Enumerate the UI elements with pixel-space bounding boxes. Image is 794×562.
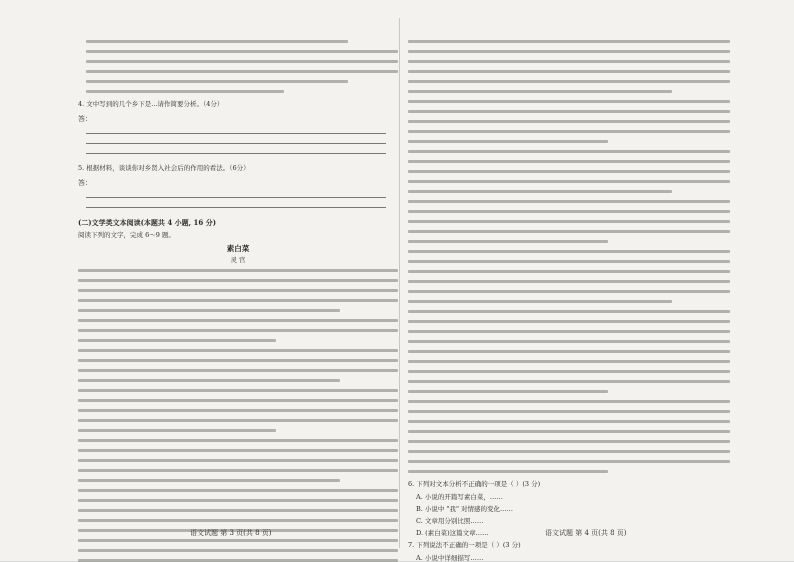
question-4: 4. 文中写到的几个乡下是...请作简要分析。（4分） bbox=[78, 100, 224, 108]
story-title: 素白菜 bbox=[226, 244, 250, 253]
page-footer-4: 语文试题 第 4 页(共 8 页) bbox=[545, 529, 627, 537]
story-author: 灵 官 bbox=[230, 256, 246, 264]
section-heading: (二)文学类文本阅读(本题共 4 小题, 16 分) bbox=[78, 218, 217, 227]
answer-label-5: 答： bbox=[78, 179, 92, 187]
q6-choice-c[interactable]: C. 文章用分别比照…… bbox=[416, 517, 484, 525]
page-fold bbox=[399, 18, 400, 548]
q6-choice-d[interactable]: D. (素白菜)这篇文章…… bbox=[416, 529, 489, 537]
question-5: 5. 根据材料，谈谈你对乡贤入社会后的作用的看法。（6分） bbox=[78, 164, 250, 172]
answer-line[interactable] bbox=[86, 143, 386, 144]
q7-choice-a[interactable]: A. 小说中详细描写…… bbox=[416, 554, 484, 562]
page-3 bbox=[78, 40, 398, 518]
passage-continuation bbox=[78, 40, 398, 93]
answer-line[interactable] bbox=[86, 197, 386, 198]
story-body bbox=[78, 269, 398, 562]
answer-line[interactable] bbox=[86, 207, 386, 208]
answer-line[interactable] bbox=[86, 153, 386, 154]
page-footer-3: 语文试题 第 3 页(共 8 页) bbox=[190, 529, 272, 537]
answer-line[interactable] bbox=[86, 133, 386, 134]
question-6: 6. 下列对文本分析不正确的一项是（ ）(3 分) bbox=[408, 480, 541, 488]
story-body-continued bbox=[408, 40, 730, 473]
q6-choice-a[interactable]: A. 小说的开篇写素白菜，…… bbox=[416, 493, 503, 501]
q6-choice-b[interactable]: B. 小说中 "我" 对情感的变化…… bbox=[416, 505, 514, 513]
question-7: 7. 下列说法不正确的一项是（ ）(3 分) bbox=[408, 541, 521, 549]
answer-label-4: 答： bbox=[78, 115, 92, 123]
section-instruction: 阅读下列的文字，完成 6～9 题。 bbox=[78, 231, 175, 239]
